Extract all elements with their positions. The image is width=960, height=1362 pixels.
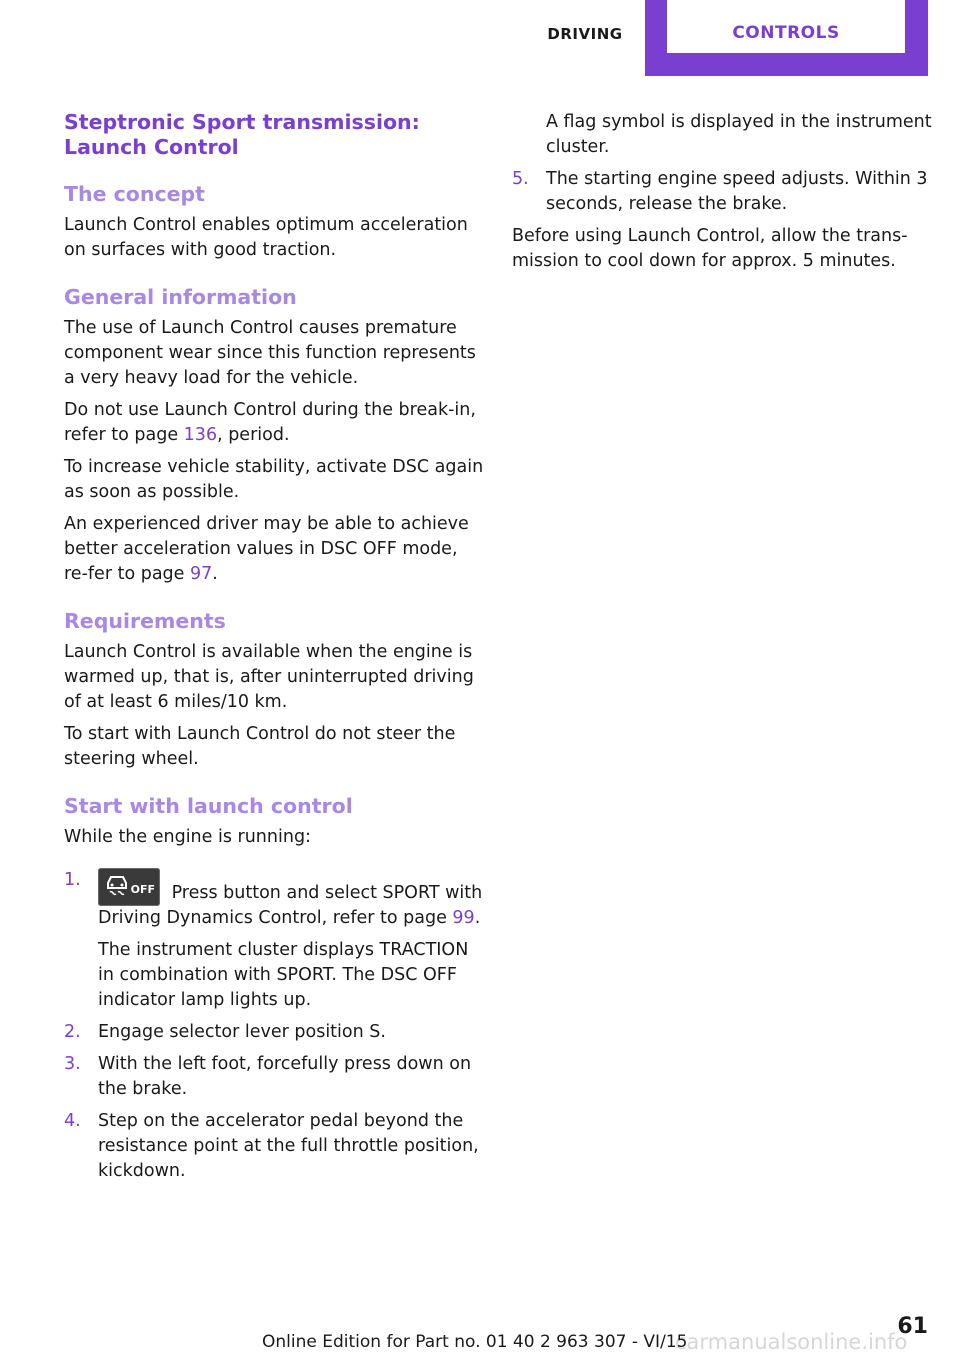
requirements-heading: Requirements: [64, 609, 226, 633]
concept-heading: The concept: [64, 182, 205, 206]
list-item: [64, 1052, 484, 1102]
general-p4-end: .: [212, 564, 218, 584]
tab-controls[interactable]: [645, 0, 928, 76]
start-intro: While the engine is running:: [64, 827, 311, 847]
general-p2-end: , period.: [217, 425, 290, 445]
page-number: 61: [897, 1314, 928, 1339]
general-paragraph-3: To increase vehicle stability, activate DSC again as soon as possible.: [64, 457, 484, 502]
step-number: 3.: [64, 1054, 81, 1074]
tab-driving[interactable]: DRIVING: [547, 25, 623, 43]
start-steps-list: [64, 868, 484, 1184]
step-number: 5.: [512, 169, 529, 189]
general-paragraph-4: [64, 512, 484, 587]
continued-steps-list: [512, 110, 932, 217]
step1-subtext: The instrument cluster displays TRACTION in combination with SPORT. The DSC OFF indicator lamp lights up.: [98, 940, 469, 1010]
start-heading: Start with launch control: [64, 794, 353, 818]
page-link-99[interactable]: 99: [452, 908, 475, 928]
cooldown-note: Before using Launch Control, allow the trans‐mission to cool down for approx. 5 minutes.: [512, 226, 908, 271]
section-general-information: [64, 285, 484, 587]
step2-text: Engage selector lever position S.: [98, 1022, 386, 1042]
footer: [0, 1314, 960, 1362]
step4-text: Step on the accelerator pedal beyond the resistance point at the full throttle position, kickdown.: [98, 1111, 479, 1181]
left-column: [64, 110, 484, 1191]
list-item: [64, 868, 484, 1013]
step3-text: With the left foot, forcefully press down on the brake.: [98, 1054, 472, 1099]
tab-controls-label: CONTROLS: [667, 0, 905, 53]
section-concept: [64, 182, 484, 263]
step1-end: .: [474, 908, 481, 928]
section-requirements: [64, 609, 484, 772]
requirements-paragraph-1: Launch Control is available when the engine is warmed up, that is, after uninterrupted driving of at least 6 miles/10 km.: [64, 642, 474, 712]
edition-text: Online Edition for Part no. 01 40 2 963 307 - VI/15: [262, 1332, 688, 1352]
step1-text: Press button and select SPORT with Driving Dynamics Control, refer to page: [98, 883, 483, 928]
watermark: carmanualsonline.info: [675, 1330, 908, 1354]
step-number: 4.: [64, 1111, 81, 1131]
header-bar: [0, 0, 960, 78]
requirements-paragraph-2: To start with Launch Control do not steer the steering wheel.: [64, 724, 456, 769]
general-paragraph-2: [64, 398, 484, 448]
step-number: 1.: [64, 870, 81, 890]
section-start: [64, 794, 484, 1184]
list-item: [512, 167, 932, 217]
general-heading: General information: [64, 285, 297, 309]
dsc-off-button-icon: [98, 868, 160, 906]
general-p4-text: An experienced driver may be able to achieve better acceleration values in DSC OFF mode, re‐fer to page: [64, 514, 469, 584]
skidding-car-icon: [104, 873, 130, 901]
page-link-97[interactable]: 97: [189, 564, 213, 584]
list-item: [64, 1020, 484, 1045]
page-link-136[interactable]: 136: [183, 425, 218, 445]
step4-continuation: A flag symbol is displayed in the instrument cluster.: [546, 112, 932, 157]
step5-text: The starting engine speed adjusts. Within 3 seconds, release the brake.: [546, 169, 928, 214]
step-number: 2.: [64, 1022, 81, 1042]
list-item: [512, 110, 932, 160]
page-title: Steptronic Sport transmission: Launch Control: [64, 110, 420, 159]
concept-text: Launch Control enables optimum acceleration on surfaces with good traction.: [64, 215, 468, 260]
general-paragraph-1: The use of Launch Control causes premature component wear since this function represents a very heavy load for the vehicle.: [64, 318, 476, 388]
dsc-off-label: OFF: [130, 883, 155, 896]
right-column: [512, 110, 932, 281]
general-p2-text: Do not use Launch Control during the break-in, refer to page: [64, 400, 476, 445]
list-item: [64, 1109, 484, 1184]
